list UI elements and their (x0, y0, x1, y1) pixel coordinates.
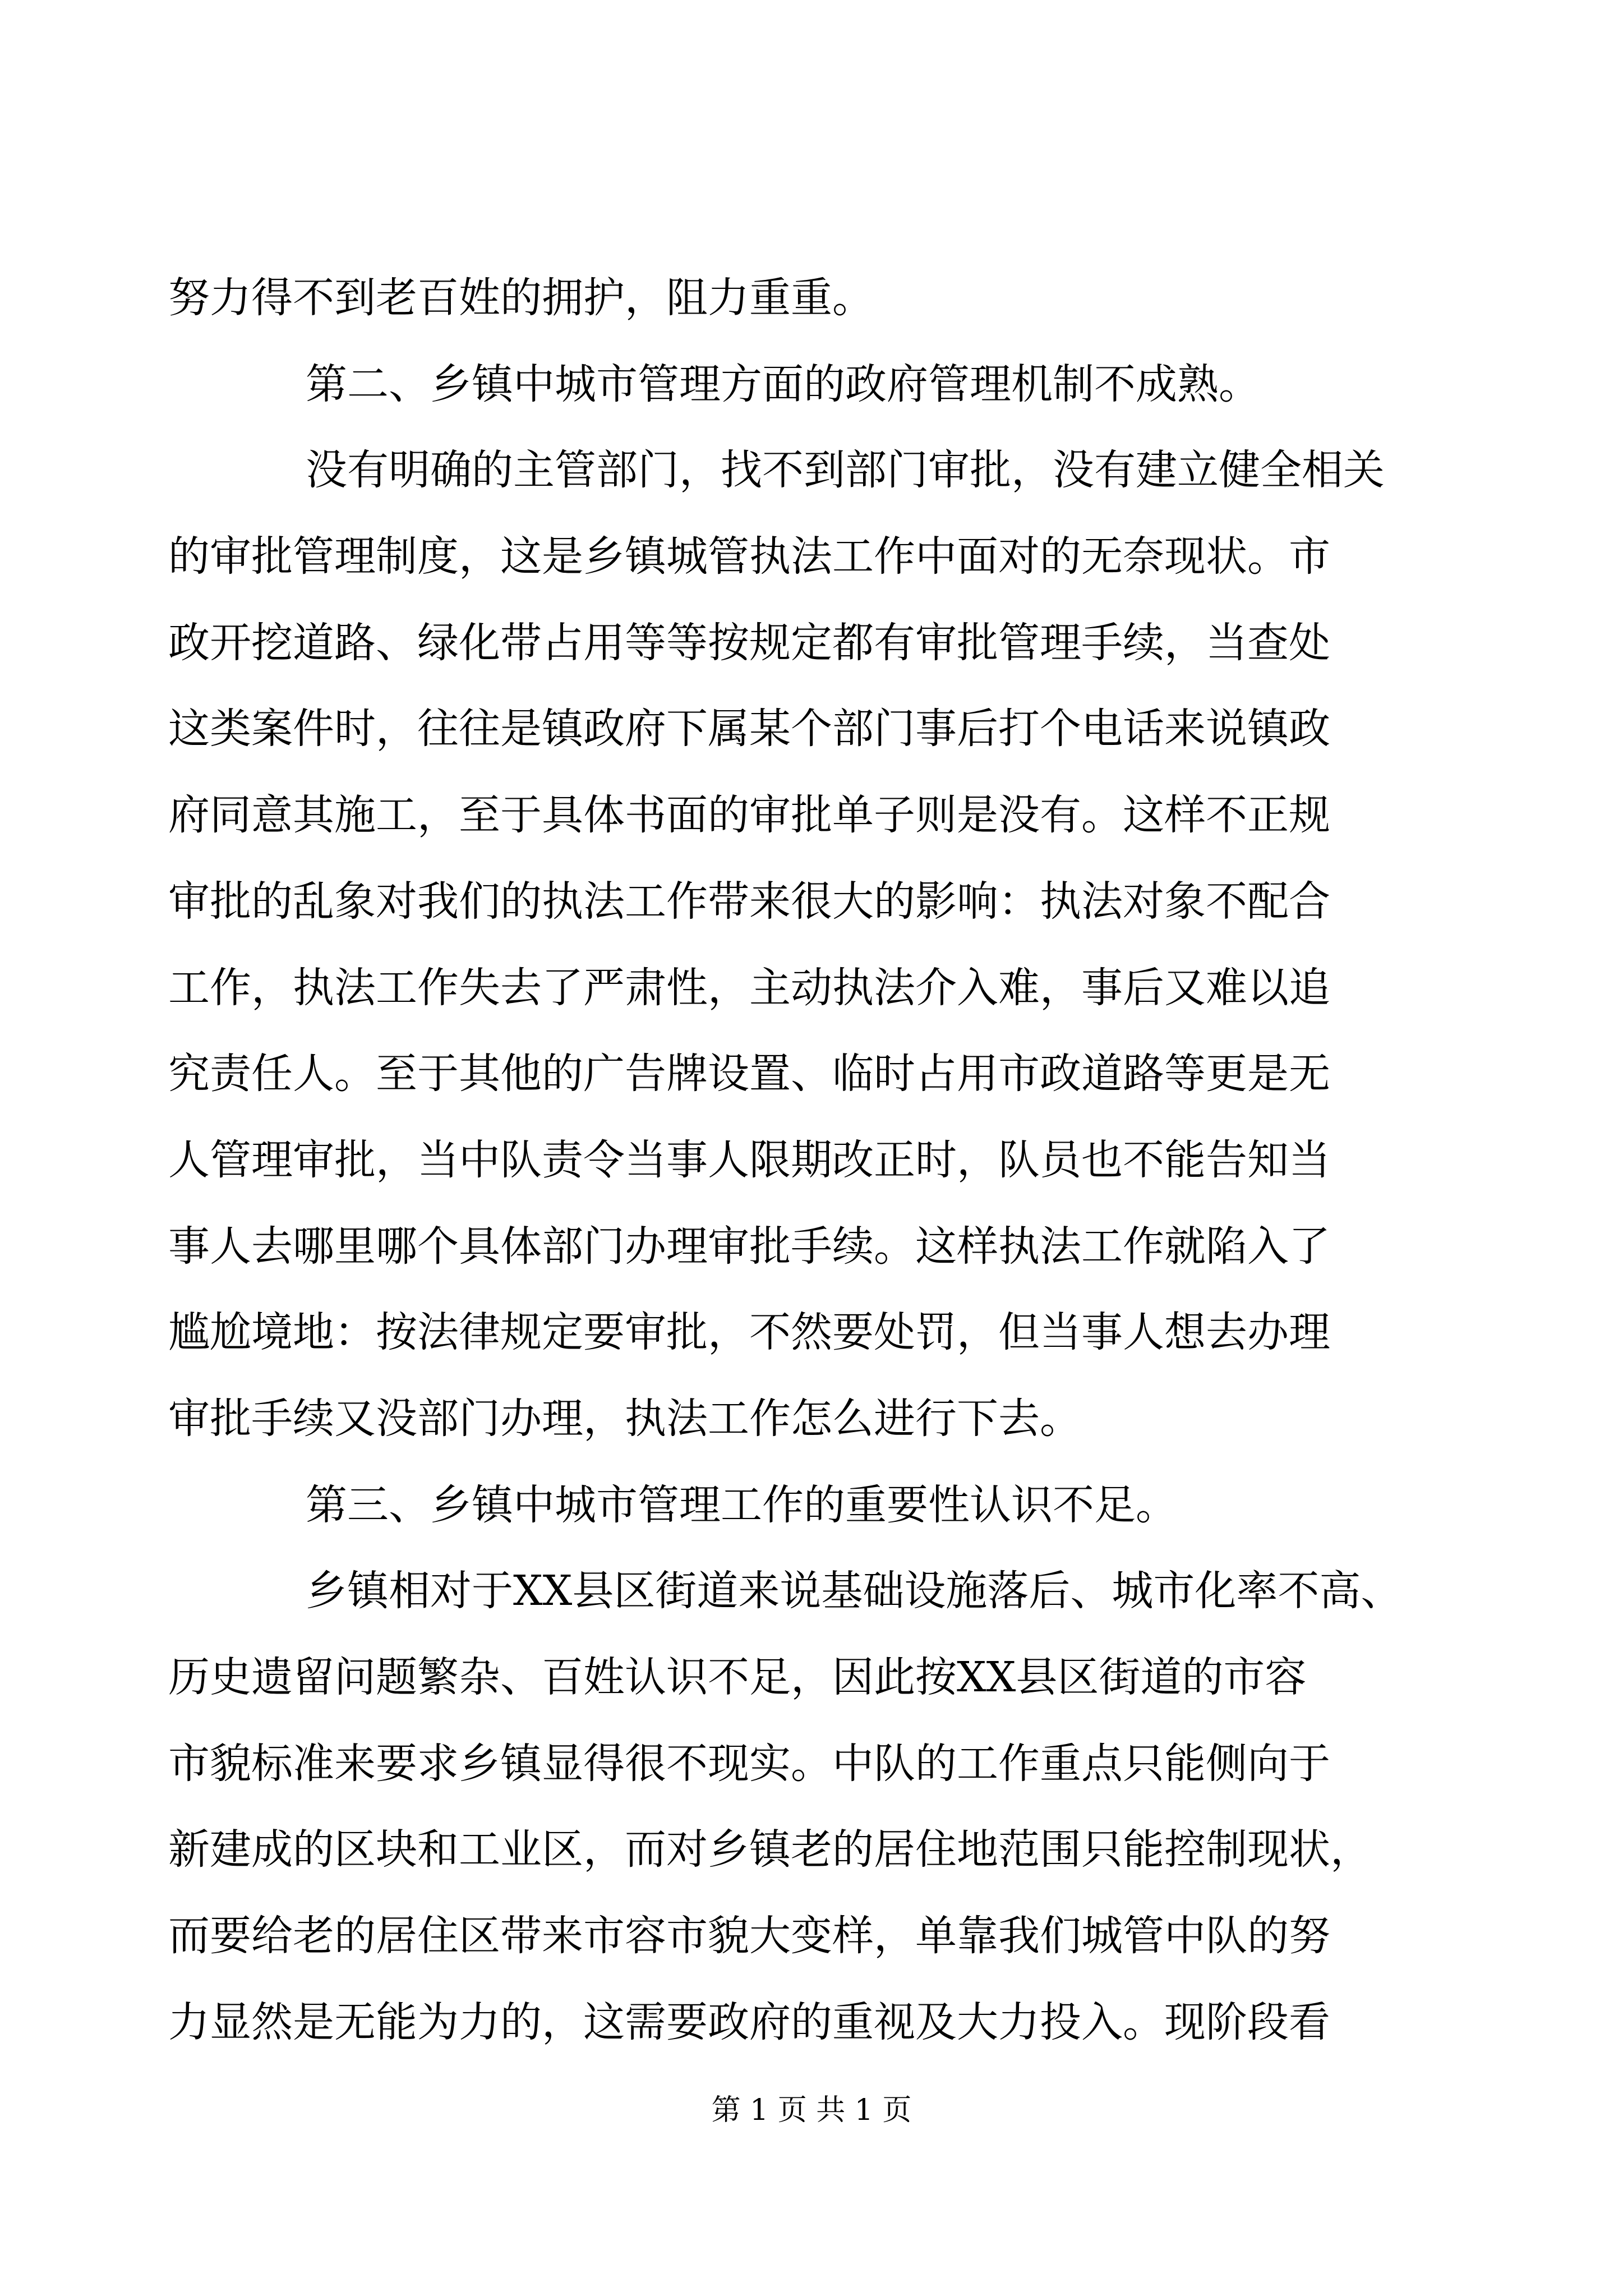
text-line: 府同意其施工，至于具体书面的审批单子则是没有。这样不正规 (168, 791, 1330, 840)
text-line: 尴尬境地：按法律规定要审批，不然要处罚，但当事人想去办理 (168, 1308, 1330, 1357)
text-line: 事人去哪里哪个具体部门办理审批手续。这样执法工作就陷入了 (168, 1222, 1330, 1271)
text-line: 乡镇相对于XX县区街道来说基础设施落后、城市化率不高、 (306, 1567, 1403, 1616)
text-line: 历史遗留问题繁杂、百姓认识不足，因此按XX县区街道的市容 (168, 1653, 1307, 1701)
page-number: 第 1 页 共 1 页 (711, 2093, 912, 2127)
section-heading-2: 第二、乡镇中城市管理方面的政府管理机制不成熟。 (306, 360, 1260, 408)
text-line: 究责任人。至于其他的广告牌设置、临时占用市政道路等更是无 (168, 1050, 1330, 1098)
body-text (168, 255, 1430, 2065)
text-line: 这类案件时，往往是镇政府下属某个部门事后打个电话来说镇政 (168, 705, 1330, 753)
page-footer (0, 2091, 1623, 2130)
text-line: 审批的乱象对我们的执法工作带来很大的影响：执法对象不配合 (168, 877, 1330, 926)
text-line: 市貌标准来要求乡镇显得很不现实。中队的工作重点只能侧向于 (168, 1739, 1330, 1788)
text-line: 没有明确的主管部门，找不到部门审批，没有建立健全相关 (306, 446, 1385, 495)
text-line: 工作，执法工作失去了严肃性，主动执法介入难，事后又难以追 (168, 963, 1330, 1012)
text-line: 政开挖道路、绿化带占用等等按规定都有审批管理手续，当查处 (168, 618, 1330, 667)
text-line: 力显然是无能为力的，这需要政府的重视及大力投入。现阶段看 (168, 1998, 1330, 2046)
text-line: 的审批管理制度，这是乡镇城管执法工作中面对的无奈现状。市 (168, 532, 1330, 581)
section-heading-3: 第三、乡镇中城市管理工作的重要性认识不足。 (306, 1480, 1177, 1529)
text-line: 而要给老的居住区带来市容市貌大变样，单靠我们城管中队的努 (168, 1912, 1330, 1961)
text-line: 审批手续又没部门办理，执法工作怎么进行下去。 (168, 1394, 1081, 1443)
text-line: 努力得不到老百姓的拥护，阻力重重。 (168, 274, 874, 322)
text-line: 人管理审批，当中队责令当事人限期改正时，队员也不能告知当 (168, 1135, 1330, 1184)
text-line: 新建成的区块和工业区，而对乡镇老的居住地范围只能控制现状， (168, 1825, 1372, 1874)
